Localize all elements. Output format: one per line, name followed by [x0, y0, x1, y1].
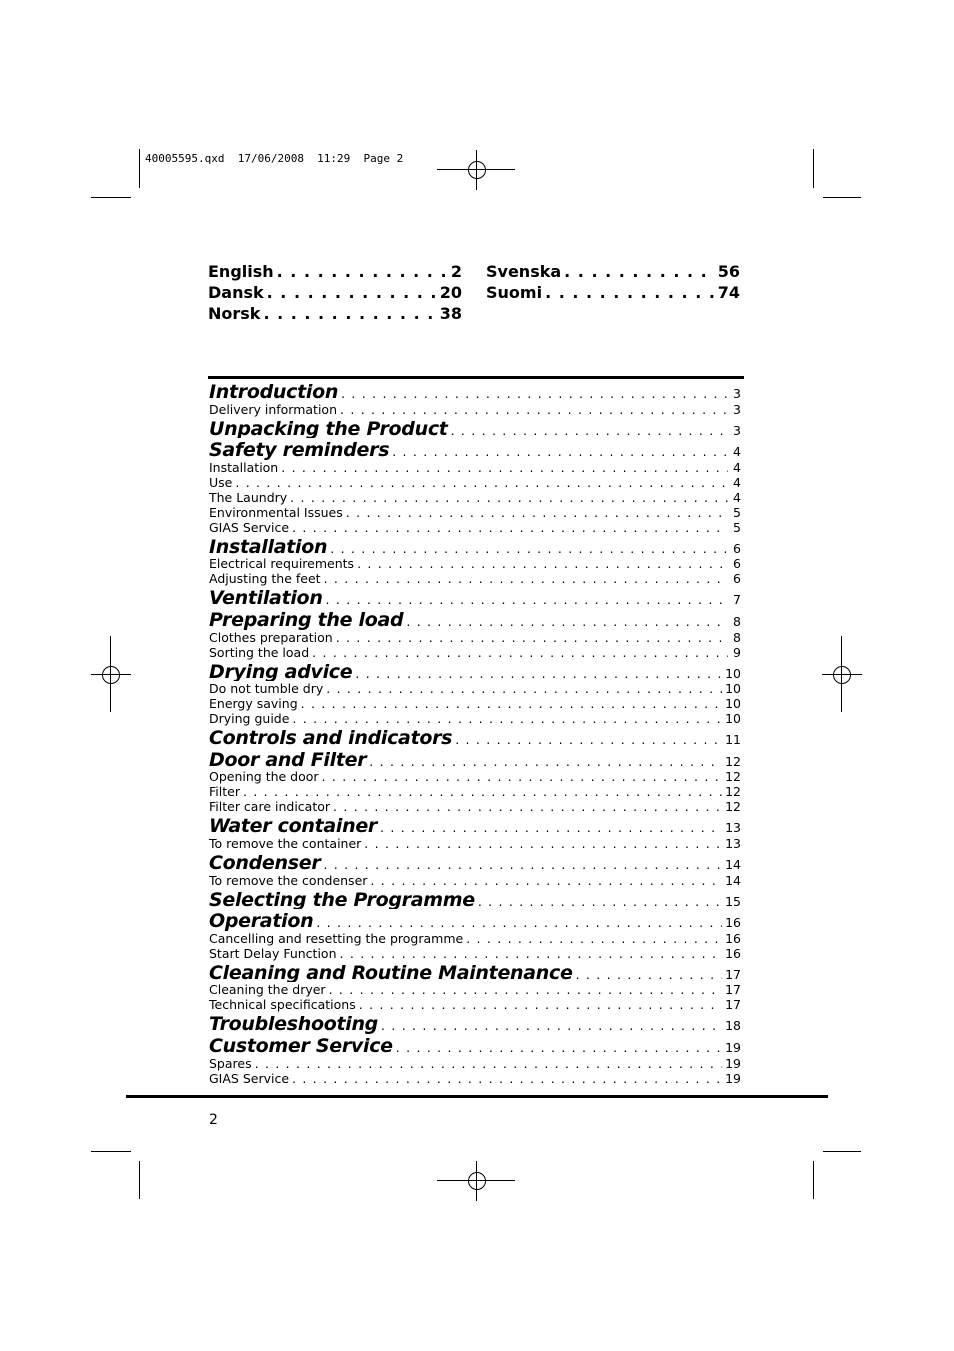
toc-title: Technical specifications — [209, 997, 356, 1013]
language-name: Norsk — [208, 304, 261, 323]
language-page: 2 — [450, 262, 462, 281]
leader-dots — [340, 402, 728, 417]
toc-page-number: 17 — [725, 997, 741, 1013]
language-page: 38 — [439, 304, 462, 323]
toc-title: Preparing the load — [209, 608, 404, 630]
leader-dots — [564, 261, 715, 282]
language-name: English — [208, 262, 274, 281]
toc-title: Introduction — [209, 381, 339, 402]
toc-page-number: 5 — [733, 519, 741, 535]
toc-heading-entry[interactable] — [209, 961, 741, 983]
toc-page-number: 3 — [733, 401, 741, 417]
toc-page-number: 6 — [733, 571, 741, 587]
toc-title: Electrical requirements — [209, 556, 355, 572]
language-name: Suomi — [486, 283, 543, 302]
toc-title: Operation — [209, 910, 314, 931]
toc-subentry[interactable] — [209, 475, 741, 490]
toc-page-number: 18 — [725, 1018, 741, 1034]
leader-dots — [381, 1014, 722, 1034]
toc-subentry[interactable] — [209, 645, 741, 660]
toc-page-number: 13 — [725, 820, 741, 836]
toc-subentry[interactable] — [209, 696, 741, 711]
toc-title: Start Delay Function — [209, 945, 337, 961]
toc-title: Use — [209, 474, 233, 490]
toc-subentry[interactable] — [209, 873, 741, 888]
toc-title: Cancelling and resetting the programme — [209, 930, 464, 946]
top-rule — [208, 376, 744, 379]
toc-title: Customer Service — [209, 1034, 393, 1056]
toc-heading-entry[interactable] — [209, 1012, 741, 1034]
language-page: 74 — [717, 283, 740, 302]
toc-title: Environmental Issues — [209, 504, 343, 520]
registration-mark-icon — [457, 150, 497, 190]
leader-dots — [235, 475, 728, 490]
toc-page-number: 16 — [725, 930, 741, 946]
leader-dots — [290, 490, 728, 505]
toc-page-number: 3 — [733, 422, 741, 438]
toc-title: Sorting the load — [209, 644, 310, 660]
table-of-contents — [209, 380, 741, 1086]
toc-subentry[interactable] — [209, 711, 741, 726]
toc-page-number: 14 — [725, 856, 741, 872]
language-entry[interactable] — [208, 282, 462, 303]
leader-dots — [370, 873, 722, 888]
leader-dots — [340, 946, 723, 961]
toc-subentry[interactable] — [209, 556, 741, 571]
leader-dots — [357, 556, 728, 571]
leader-dots — [324, 571, 728, 586]
leader-dots — [267, 282, 437, 303]
crop-mark — [813, 1161, 814, 1199]
toc-heading-entry[interactable] — [209, 660, 741, 682]
leader-dots — [316, 911, 722, 931]
toc-page-number: 11 — [725, 732, 741, 748]
crop-mark — [139, 1161, 140, 1199]
toc-heading-entry[interactable] — [209, 417, 741, 439]
crop-mark — [139, 149, 140, 188]
leader-dots — [478, 890, 722, 910]
leader-dots — [364, 836, 722, 851]
leader-dots — [576, 963, 723, 983]
toc-heading-entry[interactable] — [209, 814, 741, 836]
leader-dots — [292, 711, 722, 726]
toc-page-number: 4 — [733, 444, 741, 460]
toc-page-number: 12 — [725, 799, 741, 815]
language-page: 56 — [717, 262, 740, 281]
toc-subentry[interactable] — [209, 505, 741, 520]
toc-title: Cleaning the dryer — [209, 982, 326, 998]
toc-subentry[interactable] — [209, 490, 741, 505]
toc-heading-entry[interactable] — [209, 608, 741, 630]
crop-mark — [813, 149, 814, 188]
toc-title: Condenser — [209, 851, 321, 873]
toc-subentry[interactable] — [209, 630, 741, 645]
language-entry[interactable] — [486, 282, 740, 303]
toc-subentry[interactable] — [209, 997, 741, 1012]
bottom-rule — [126, 1095, 828, 1098]
toc-page-number: 8 — [733, 629, 741, 645]
toc-title: Opening the door — [209, 769, 319, 785]
leader-dots — [380, 816, 722, 836]
toc-title: GIAS Service — [209, 519, 290, 535]
toc-title: To remove the container — [209, 835, 362, 851]
leader-dots — [255, 1056, 722, 1071]
toc-page-number: 7 — [733, 592, 741, 608]
leader-dots — [355, 662, 722, 682]
toc-title: Delivery information — [209, 401, 338, 417]
toc-title: Adjusting the feet — [209, 571, 321, 587]
print-slug: 40005595.qxd 17/06/2008 11:29 Page 2 — [145, 152, 404, 165]
crop-mark — [823, 197, 861, 198]
toc-page-number: 12 — [725, 784, 741, 800]
leader-dots — [392, 440, 728, 460]
toc-heading-entry[interactable] — [209, 888, 741, 910]
toc-title: Water container — [209, 815, 377, 836]
leader-dots — [330, 537, 728, 557]
language-index-right — [486, 261, 740, 303]
leader-dots — [323, 853, 722, 873]
toc-heading-entry[interactable] — [209, 1034, 741, 1056]
toc-title: Safety reminders — [209, 439, 390, 460]
leader-dots — [359, 997, 722, 1012]
toc-heading-entry[interactable] — [209, 380, 741, 402]
page-number: 2 — [209, 1112, 218, 1128]
toc-heading-entry[interactable] — [209, 909, 741, 931]
leader-dots — [329, 982, 723, 997]
leader-dots — [243, 784, 722, 799]
registration-mark-icon — [457, 1161, 497, 1201]
language-entry[interactable] — [208, 261, 462, 282]
leader-dots — [263, 303, 436, 324]
toc-page-number: 5 — [733, 504, 741, 520]
toc-subentry[interactable] — [209, 520, 741, 535]
toc-title: Spares — [209, 1055, 252, 1071]
toc-page-number: 6 — [733, 556, 741, 572]
leader-dots — [292, 520, 728, 535]
leader-dots — [292, 1071, 722, 1086]
toc-title: The Laundry — [209, 489, 288, 505]
toc-heading-entry[interactable] — [209, 851, 741, 873]
toc-title: Cleaning and Routine Maintenance — [209, 961, 573, 983]
leader-dots — [312, 645, 728, 660]
toc-title: Drying guide — [209, 711, 290, 727]
toc-page-number: 8 — [733, 613, 741, 629]
leader-dots — [545, 282, 715, 303]
crop-mark — [437, 169, 515, 170]
toc-title: Clothes preparation — [209, 629, 333, 645]
toc-heading-entry[interactable] — [209, 586, 741, 608]
toc-subentry[interactable] — [209, 1071, 741, 1086]
toc-page-number: 3 — [733, 386, 741, 401]
toc-title: Installation — [209, 535, 328, 557]
toc-subentry[interactable] — [209, 571, 741, 586]
toc-page-number: 12 — [725, 769, 741, 785]
toc-title: Installation — [209, 459, 279, 475]
language-name: Dansk — [208, 283, 264, 302]
leader-dots — [301, 696, 722, 711]
toc-page-number: 12 — [725, 753, 741, 769]
language-entry[interactable] — [208, 303, 462, 324]
toc-title: Controls and indicators — [209, 727, 453, 748]
registration-mark-icon — [822, 655, 862, 695]
leader-dots — [277, 261, 448, 282]
toc-title: Do not tumble dry — [209, 681, 324, 697]
toc-page-number: 15 — [725, 893, 741, 909]
toc-page-number: 13 — [725, 835, 741, 851]
crop-mark — [437, 1180, 515, 1181]
leader-dots — [322, 769, 723, 784]
toc-title: Drying advice — [209, 660, 353, 682]
language-index-left — [208, 261, 462, 324]
leader-dots — [346, 505, 728, 520]
toc-page-number: 4 — [733, 459, 741, 475]
crop-mark — [841, 636, 842, 712]
toc-title: Door and Filter — [209, 748, 367, 770]
toc-heading-entry[interactable] — [209, 748, 741, 770]
leader-dots — [369, 750, 722, 770]
leader-dots — [406, 610, 728, 630]
toc-page-number: 4 — [733, 489, 741, 505]
toc-page-number: 17 — [725, 982, 741, 998]
toc-title: Filter care indicator — [209, 799, 331, 815]
toc-page-number: 16 — [725, 915, 741, 931]
leader-dots — [396, 1036, 722, 1056]
toc-title: Unpacking the Product — [209, 417, 448, 439]
toc-subentry[interactable] — [209, 769, 741, 784]
crop-mark — [110, 636, 111, 712]
toc-page-number: 9 — [733, 644, 741, 660]
toc-subentry[interactable] — [209, 460, 741, 475]
toc-page-number: 16 — [725, 945, 741, 961]
toc-heading-entry[interactable] — [209, 438, 741, 460]
leader-dots — [451, 419, 728, 439]
toc-page-number: 6 — [733, 540, 741, 556]
toc-title: GIAS Service — [209, 1070, 290, 1086]
toc-title: Troubleshooting — [209, 1013, 378, 1034]
toc-page-number: 4 — [733, 474, 741, 490]
leader-dots — [455, 728, 722, 748]
toc-page-number: 10 — [725, 696, 741, 712]
toc-page-number: 19 — [725, 1070, 741, 1086]
language-page: 20 — [439, 283, 462, 302]
language-name: Svenska — [486, 262, 562, 281]
crop-mark — [91, 197, 131, 198]
toc-subentry[interactable] — [209, 1056, 741, 1071]
toc-title: Selecting the Programme — [209, 888, 475, 910]
toc-subentry[interactable] — [209, 784, 741, 799]
toc-subentry[interactable] — [209, 946, 741, 961]
toc-subentry[interactable] — [209, 836, 741, 851]
toc-page-number: 10 — [725, 711, 741, 727]
toc-heading-entry[interactable] — [209, 535, 741, 557]
toc-page-number: 10 — [725, 665, 741, 681]
toc-heading-entry[interactable] — [209, 726, 741, 748]
leader-dots — [336, 630, 728, 645]
toc-page-number: 17 — [725, 966, 741, 982]
leader-dots — [341, 382, 728, 402]
toc-title: Ventilation — [209, 587, 323, 608]
toc-title: Energy saving — [209, 696, 298, 712]
toc-title: Filter — [209, 784, 240, 800]
crop-mark — [823, 1151, 861, 1152]
toc-subentry[interactable] — [209, 402, 741, 417]
leader-dots — [333, 799, 722, 814]
leader-dots — [281, 460, 728, 475]
toc-subentry[interactable] — [209, 681, 741, 696]
toc-page-number: 19 — [725, 1055, 741, 1071]
leader-dots — [326, 588, 728, 608]
toc-page-number: 19 — [725, 1039, 741, 1055]
registration-mark-icon — [91, 655, 131, 695]
toc-title: To remove the condenser — [209, 872, 368, 888]
leader-dots — [326, 681, 722, 696]
toc-subentry[interactable] — [209, 982, 741, 997]
toc-subentry[interactable] — [209, 931, 741, 946]
toc-subentry[interactable] — [209, 799, 741, 814]
toc-page-number: 14 — [725, 872, 741, 888]
toc-page-number: 10 — [725, 681, 741, 697]
crop-mark — [91, 1151, 131, 1152]
leader-dots — [466, 931, 722, 946]
language-entry[interactable] — [486, 261, 740, 282]
